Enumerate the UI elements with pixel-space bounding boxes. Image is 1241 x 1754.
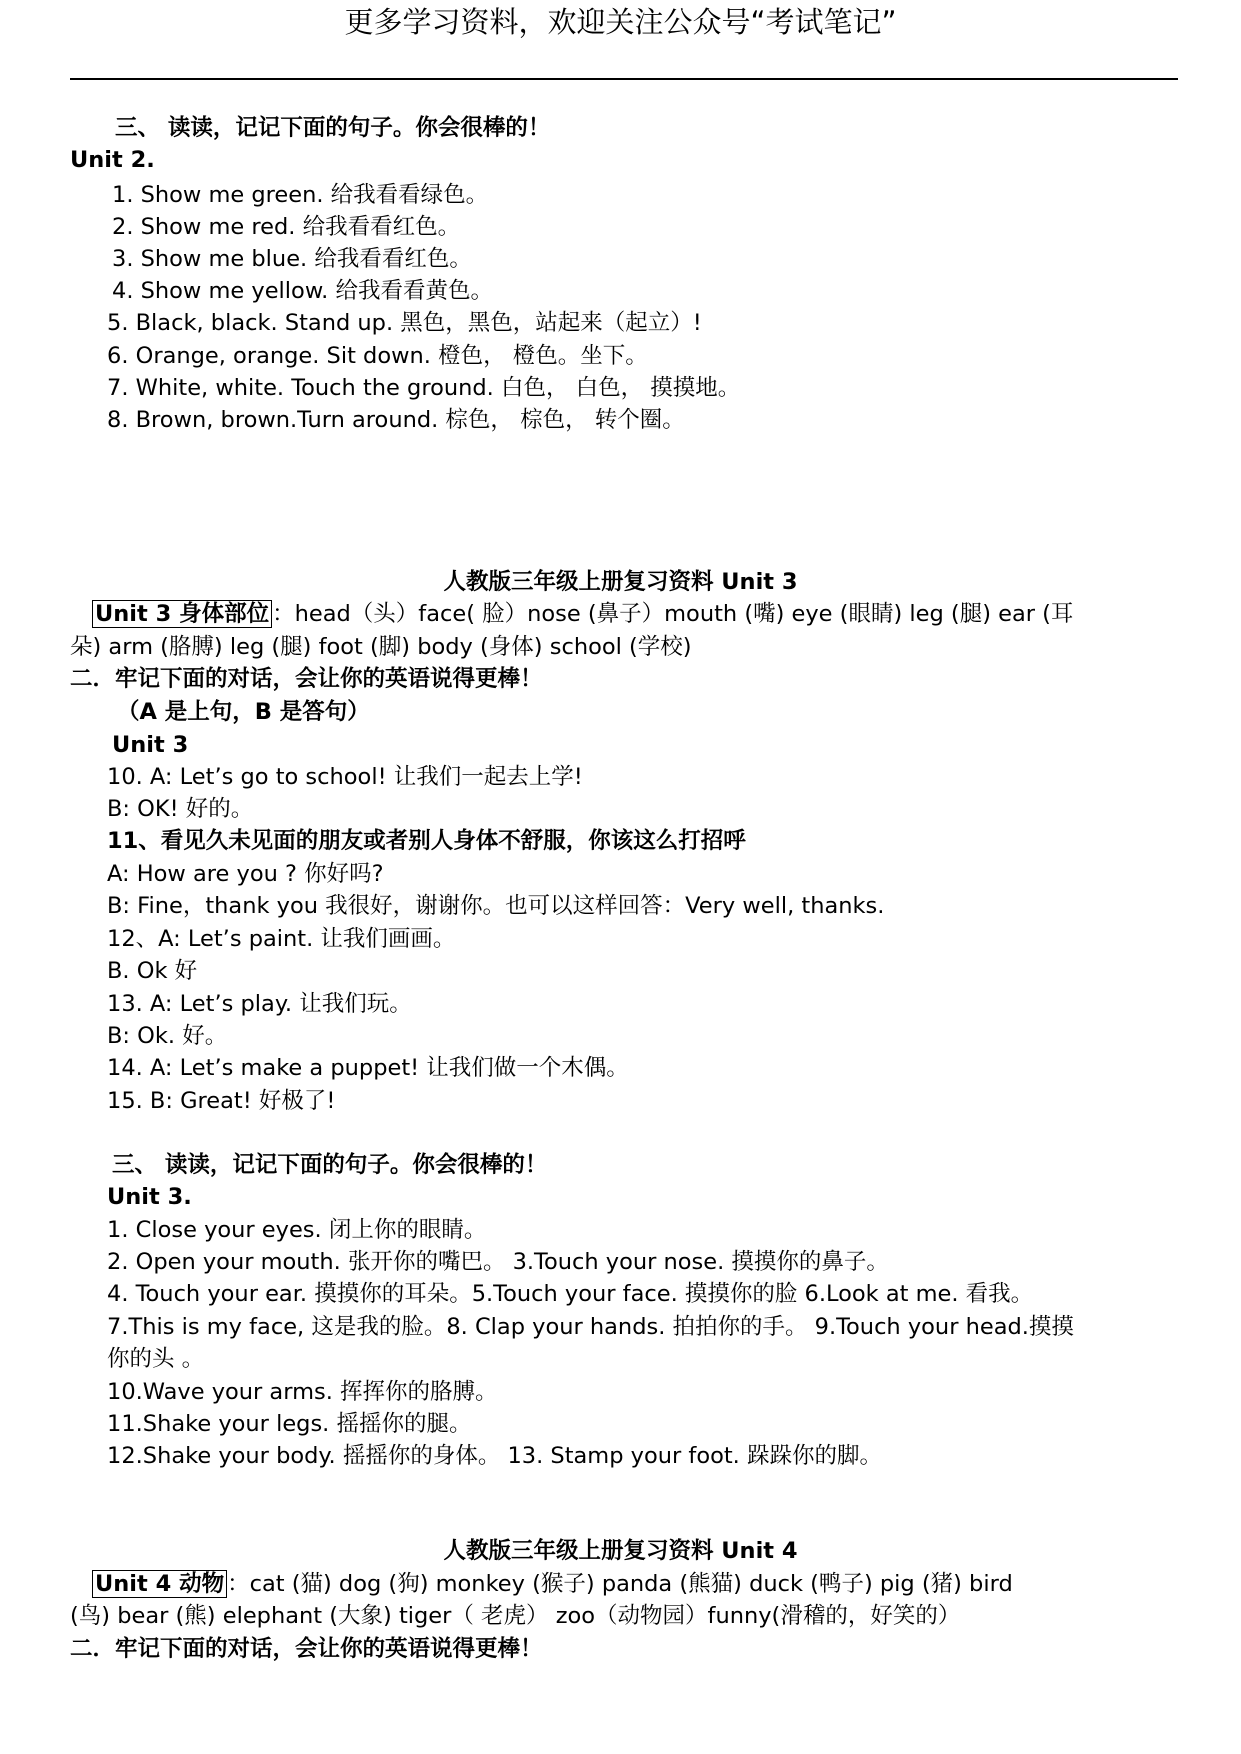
unit3-part3-title: 三、 读读，记记下面的句子。你会很棒的！: [112, 1152, 548, 1178]
unit3-dialogue-line: 12、A: Let’s paint. 让我们画画。: [107, 926, 456, 952]
unit3-sentence: 2. Open your mouth. 张开你的嘴巴。 3.Touch your nose. 摸摸你的鼻子。: [107, 1249, 889, 1275]
unit2-sentence: 2. Show me red. 给我看看红色。: [112, 214, 461, 240]
unit3-dialogue-line: 14. A: Let’s make a puppet! 让我们做一个木偶。: [107, 1055, 629, 1081]
unit3-dialogue-line: 10. A: Let’s go to school! 让我们一起去上学!: [107, 764, 583, 790]
unit3-sentence: 11.Shake your legs. 摇摇你的腿。: [107, 1411, 472, 1437]
unit2-sentence: 4. Show me yellow. 给我看看黄色。: [112, 278, 493, 304]
unit3-sentence: 7.This is my face, 这是我的脸。8. Clap your hands. 拍拍你的手。 9.Touch your head.摸摸: [107, 1314, 1074, 1340]
unit2-sentence: 7. White, white. Touch the ground. 白色， 白色， 摸摸地。: [107, 375, 741, 401]
unit3-label: Unit 3: [112, 732, 189, 758]
unit3-vocab-line2: 朵) arm (胳膊) leg (腿) foot (脚) body (身体) school (学校): [70, 634, 692, 660]
unit2-sentence: 1. Show me green. 给我看看绿色。: [112, 182, 489, 208]
unit3-dialogue-line: B. Ok 好: [107, 958, 198, 984]
unit3-heading: 人教版三年级上册复习资料 Unit 3: [443, 569, 798, 595]
unit2-label: Unit 2.: [70, 147, 155, 173]
unit3-part2-title: 二．牢记下面的对话，会让你的英语说得更棒！: [70, 666, 543, 692]
unit2-sentence: 6. Orange, orange. Sit down. 橙色， 橙色。坐下。: [107, 343, 648, 369]
unit3-sentence: 10.Wave your arms. 挥挥你的胳膊。: [107, 1379, 498, 1405]
unit3-dialogue-line: 13. A: Let’s play. 让我们玩。: [107, 991, 412, 1017]
unit3-vocab-label: Unit 3 身体部位: [92, 600, 272, 628]
unit4-vocab-label: Unit 4 动物: [92, 1570, 227, 1598]
unit4-vocab-line: [92, 1569, 1013, 1599]
unit3-sentence: 你的头 。: [107, 1346, 205, 1372]
unit3-vocab-line: [92, 599, 1073, 629]
unit3-dialogue-line: B: OK! 好的。: [107, 796, 254, 822]
unit2-part3-title: 三、 读读，记记下面的句子。你会很棒的！: [115, 115, 551, 141]
unit3-part3-label: Unit 3.: [107, 1184, 192, 1210]
unit2-sentence: 3. Show me blue. 给我看看红色。: [112, 246, 472, 272]
unit3-dialogue-line: 11、看见久未见面的朋友或者别人身体不舒服，你该这么打招呼: [107, 828, 746, 854]
unit3-dialogue-line: A: How are you ? 你好吗?: [107, 861, 384, 887]
unit4-part2-title: 二．牢记下面的对话，会让你的英语说得更棒！: [70, 1636, 543, 1662]
unit4-vocab-line2: (鸟) bear (熊) elephant (大象) tiger（ 老虎） zoo（动物园）funny(滑稽的，好笑的）: [70, 1603, 961, 1629]
page-header-title: 更多学习资料，欢迎关注公众号“考试笔记”: [344, 5, 897, 39]
unit3-part2-note: （A 是上句，B 是答句）: [117, 699, 370, 725]
header-divider: [70, 78, 1178, 80]
unit2-sentence: 5. Black, black. Stand up. 黑色，黑色，站起来（起立）!: [107, 310, 702, 336]
unit3-dialogue-line: B: Ok. 好。: [107, 1023, 228, 1049]
unit3-sentence: 1. Close your eyes. 闭上你的眼睛。: [107, 1217, 487, 1243]
unit3-dialogue-line: B: Fine，thank you 我很好，谢谢你。也可以这样回答：Very well, thanks.: [107, 893, 885, 919]
unit4-heading: 人教版三年级上册复习资料 Unit 4: [443, 1538, 798, 1564]
unit3-sentence: 12.Shake your body. 摇摇你的身体。 13. Stamp your foot. 跺跺你的脚。: [107, 1443, 882, 1469]
unit3-vocab-text: ：head（头）face( 脸）nose (鼻子）mouth (嘴) eye (眼睛) leg (腿) ear (耳: [272, 601, 1074, 627]
unit3-sentence: 4. Touch your ear. 摸摸你的耳朵。5.Touch your face. 摸摸你的脸 6.Look at me. 看我。: [107, 1281, 1034, 1307]
unit2-sentence: 8. Brown, brown.Turn around. 棕色， 棕色， 转个圈。: [107, 407, 685, 433]
unit3-dialogue-line: 15. B: Great! 好极了!: [107, 1088, 336, 1114]
unit4-vocab-text: ：cat (猫) dog (狗) monkey (猴子) panda (熊猫) duck (鸭子) pig (猪) bird: [227, 1571, 1013, 1597]
